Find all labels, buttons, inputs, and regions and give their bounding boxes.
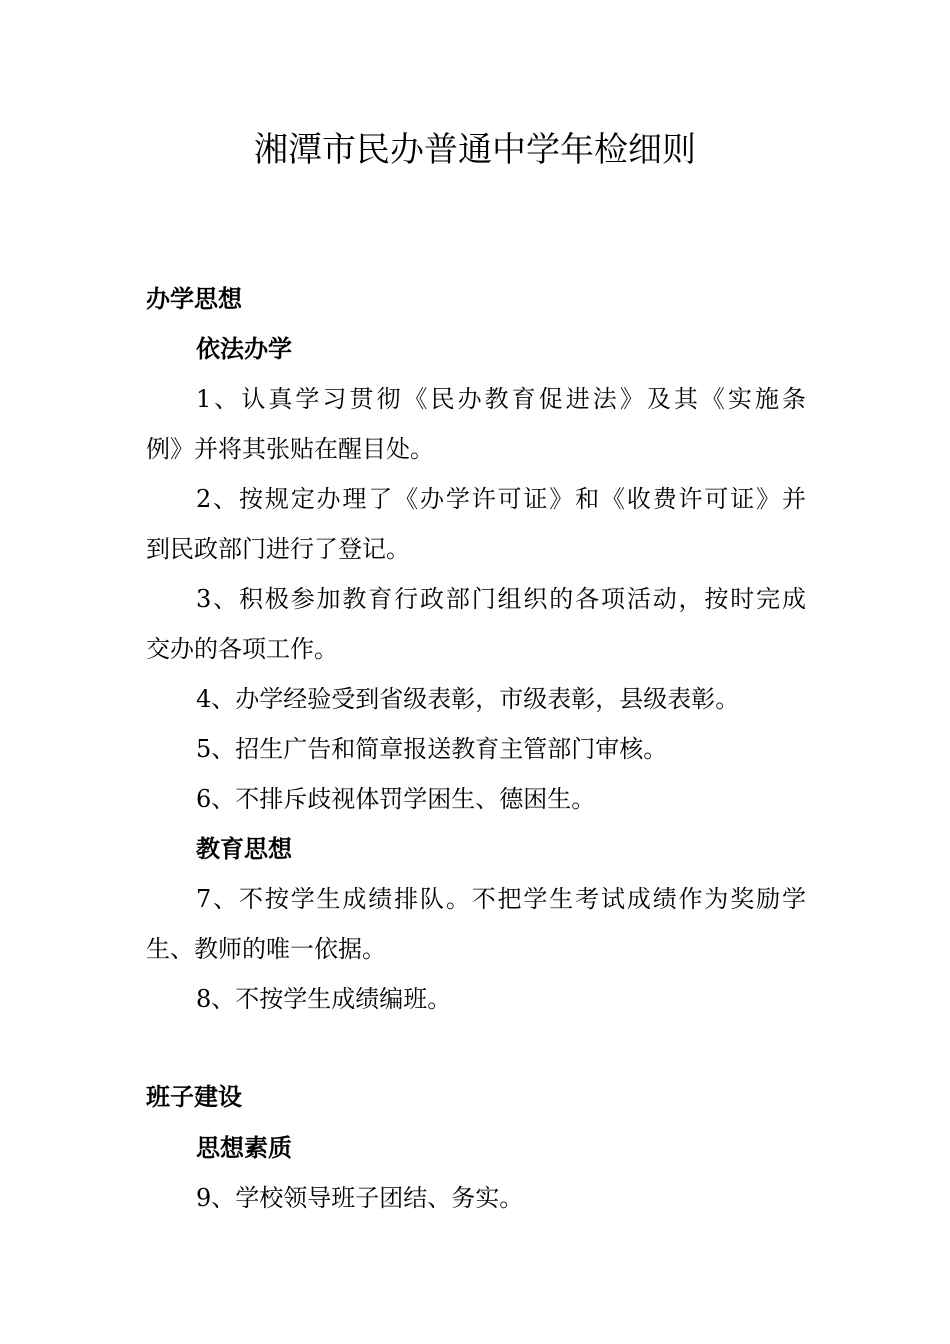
list-item-continuation: 例》并将其张贴在醒目处。 bbox=[146, 435, 434, 463]
list-item: 5、招生广告和简章报送教育主管部门审核。 bbox=[196, 735, 668, 763]
subsection-heading: 依法办学 bbox=[196, 335, 292, 363]
section-heading: 办学思想 bbox=[146, 285, 242, 313]
subsection-heading: 思想素质 bbox=[196, 1134, 292, 1162]
list-item: 3、积极参加教育行政部门组织的各项活动，按时完成 bbox=[196, 585, 806, 613]
list-item-continuation: 生、教师的唯一依据。 bbox=[146, 935, 386, 963]
section-heading: 班子建设 bbox=[146, 1083, 242, 1111]
list-item: 8、不按学生成绩编班。 bbox=[196, 985, 452, 1013]
list-item: 2、按规定办理了《办学许可证》和《收费许可证》并 bbox=[196, 485, 806, 513]
list-item: 6、不排斥歧视体罚学困生、德困生。 bbox=[196, 785, 596, 813]
list-item: 9、学校领导班子团结、务实。 bbox=[196, 1184, 524, 1212]
document-title: 湘潭市民办普通中学年检细则 bbox=[254, 130, 696, 170]
list-item: 7、不按学生成绩排队。不把学生考试成绩作为奖励学 bbox=[196, 885, 806, 913]
list-item: 4、办学经验受到省级表彰，市级表彰，县级表彰。 bbox=[196, 685, 740, 713]
subsection-heading: 教育思想 bbox=[196, 835, 292, 863]
list-item-continuation: 交办的各项工作。 bbox=[146, 635, 338, 663]
list-item-continuation: 到民政部门进行了登记。 bbox=[146, 535, 410, 563]
list-item: 1、认真学习贯彻《民办教育促进法》及其《实施条 bbox=[196, 385, 806, 413]
